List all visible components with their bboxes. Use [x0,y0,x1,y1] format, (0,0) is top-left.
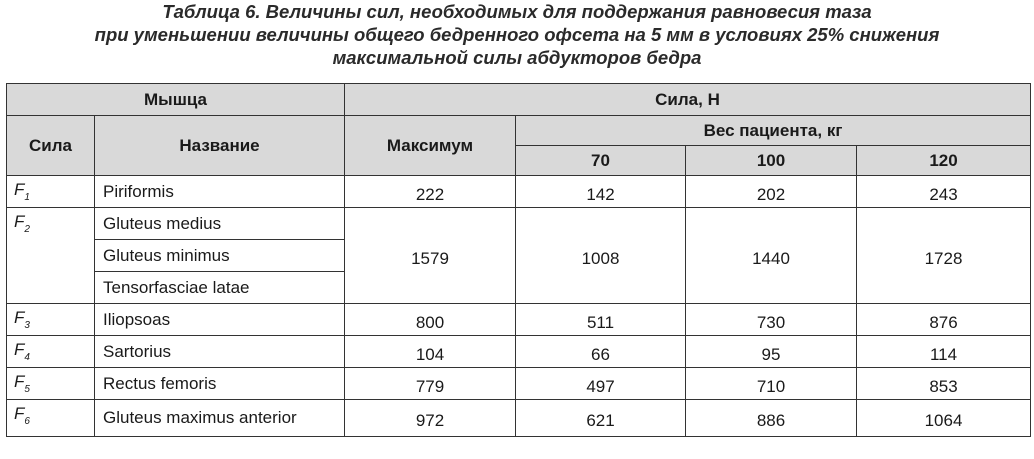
force-symbol: $F_2$ [7,208,95,304]
force-symbol: $F_5$ [7,368,95,400]
value-100: 886 [686,400,857,437]
table-row [7,304,1031,336]
muscle-name: Gluteus maximus anterior [95,400,345,437]
value-100: 730 [686,304,857,336]
caption-line-3: максимальной силы абдукторов бедра [332,47,702,68]
max-value: 800 [345,304,516,336]
header-force: Сила [7,116,95,176]
muscle-name: Gluteus medius [95,208,345,240]
table-caption [0,0,1034,69]
value-100: 1440 [686,208,857,304]
table-row [7,176,1031,208]
header-name: Название [95,116,345,176]
header-weight-120: 120 [857,146,1031,176]
caption-line-1: Таблица 6. Величины сил, необходимых для поддержания равновесия таза [162,1,872,22]
value-70: 497 [516,368,686,400]
value-70: 1008 [516,208,686,304]
table-row [7,368,1031,400]
header-muscle: Мышца [7,84,345,116]
value-70: 142 [516,176,686,208]
max-value: 779 [345,368,516,400]
value-100: 710 [686,368,857,400]
muscle-name: Iliopsoas [95,304,345,336]
header-force-n: Сила, Н [345,84,1031,116]
max-value: 972 [345,400,516,437]
value-70: 621 [516,400,686,437]
value-100: 202 [686,176,857,208]
forces-table [6,83,1031,437]
max-value: 104 [345,336,516,368]
value-120: 853 [857,368,1031,400]
value-70: 511 [516,304,686,336]
value-120: 243 [857,176,1031,208]
value-120: 114 [857,336,1031,368]
force-symbol: $F_1$ [7,176,95,208]
force-symbol: $F_6$ [7,400,95,437]
table-row [7,400,1031,437]
value-70: 66 [516,336,686,368]
header-patient-weight: Вес пациента, кг [516,116,1031,146]
value-120: 876 [857,304,1031,336]
max-value: 222 [345,176,516,208]
header-weight-100: 100 [686,146,857,176]
force-symbol: $F_4$ [7,336,95,368]
value-100: 95 [686,336,857,368]
muscle-name: Rectus femoris [95,368,345,400]
muscle-name: Tensorfasciae latae [95,272,345,304]
value-120: 1064 [857,400,1031,437]
header-maximum: Максимум [345,116,516,176]
max-value: 1579 [345,208,516,304]
muscle-name: Piriformis [95,176,345,208]
force-symbol: $F_3$ [7,304,95,336]
value-120: 1728 [857,208,1031,304]
table-row [7,336,1031,368]
table-row [7,208,1031,240]
muscle-name: Gluteus minimus [95,240,345,272]
header-weight-70: 70 [516,146,686,176]
muscle-name: Sartorius [95,336,345,368]
caption-line-2: при уменьшении величины общего бедренного офсета на 5 мм в условиях 25% снижения [94,24,940,45]
